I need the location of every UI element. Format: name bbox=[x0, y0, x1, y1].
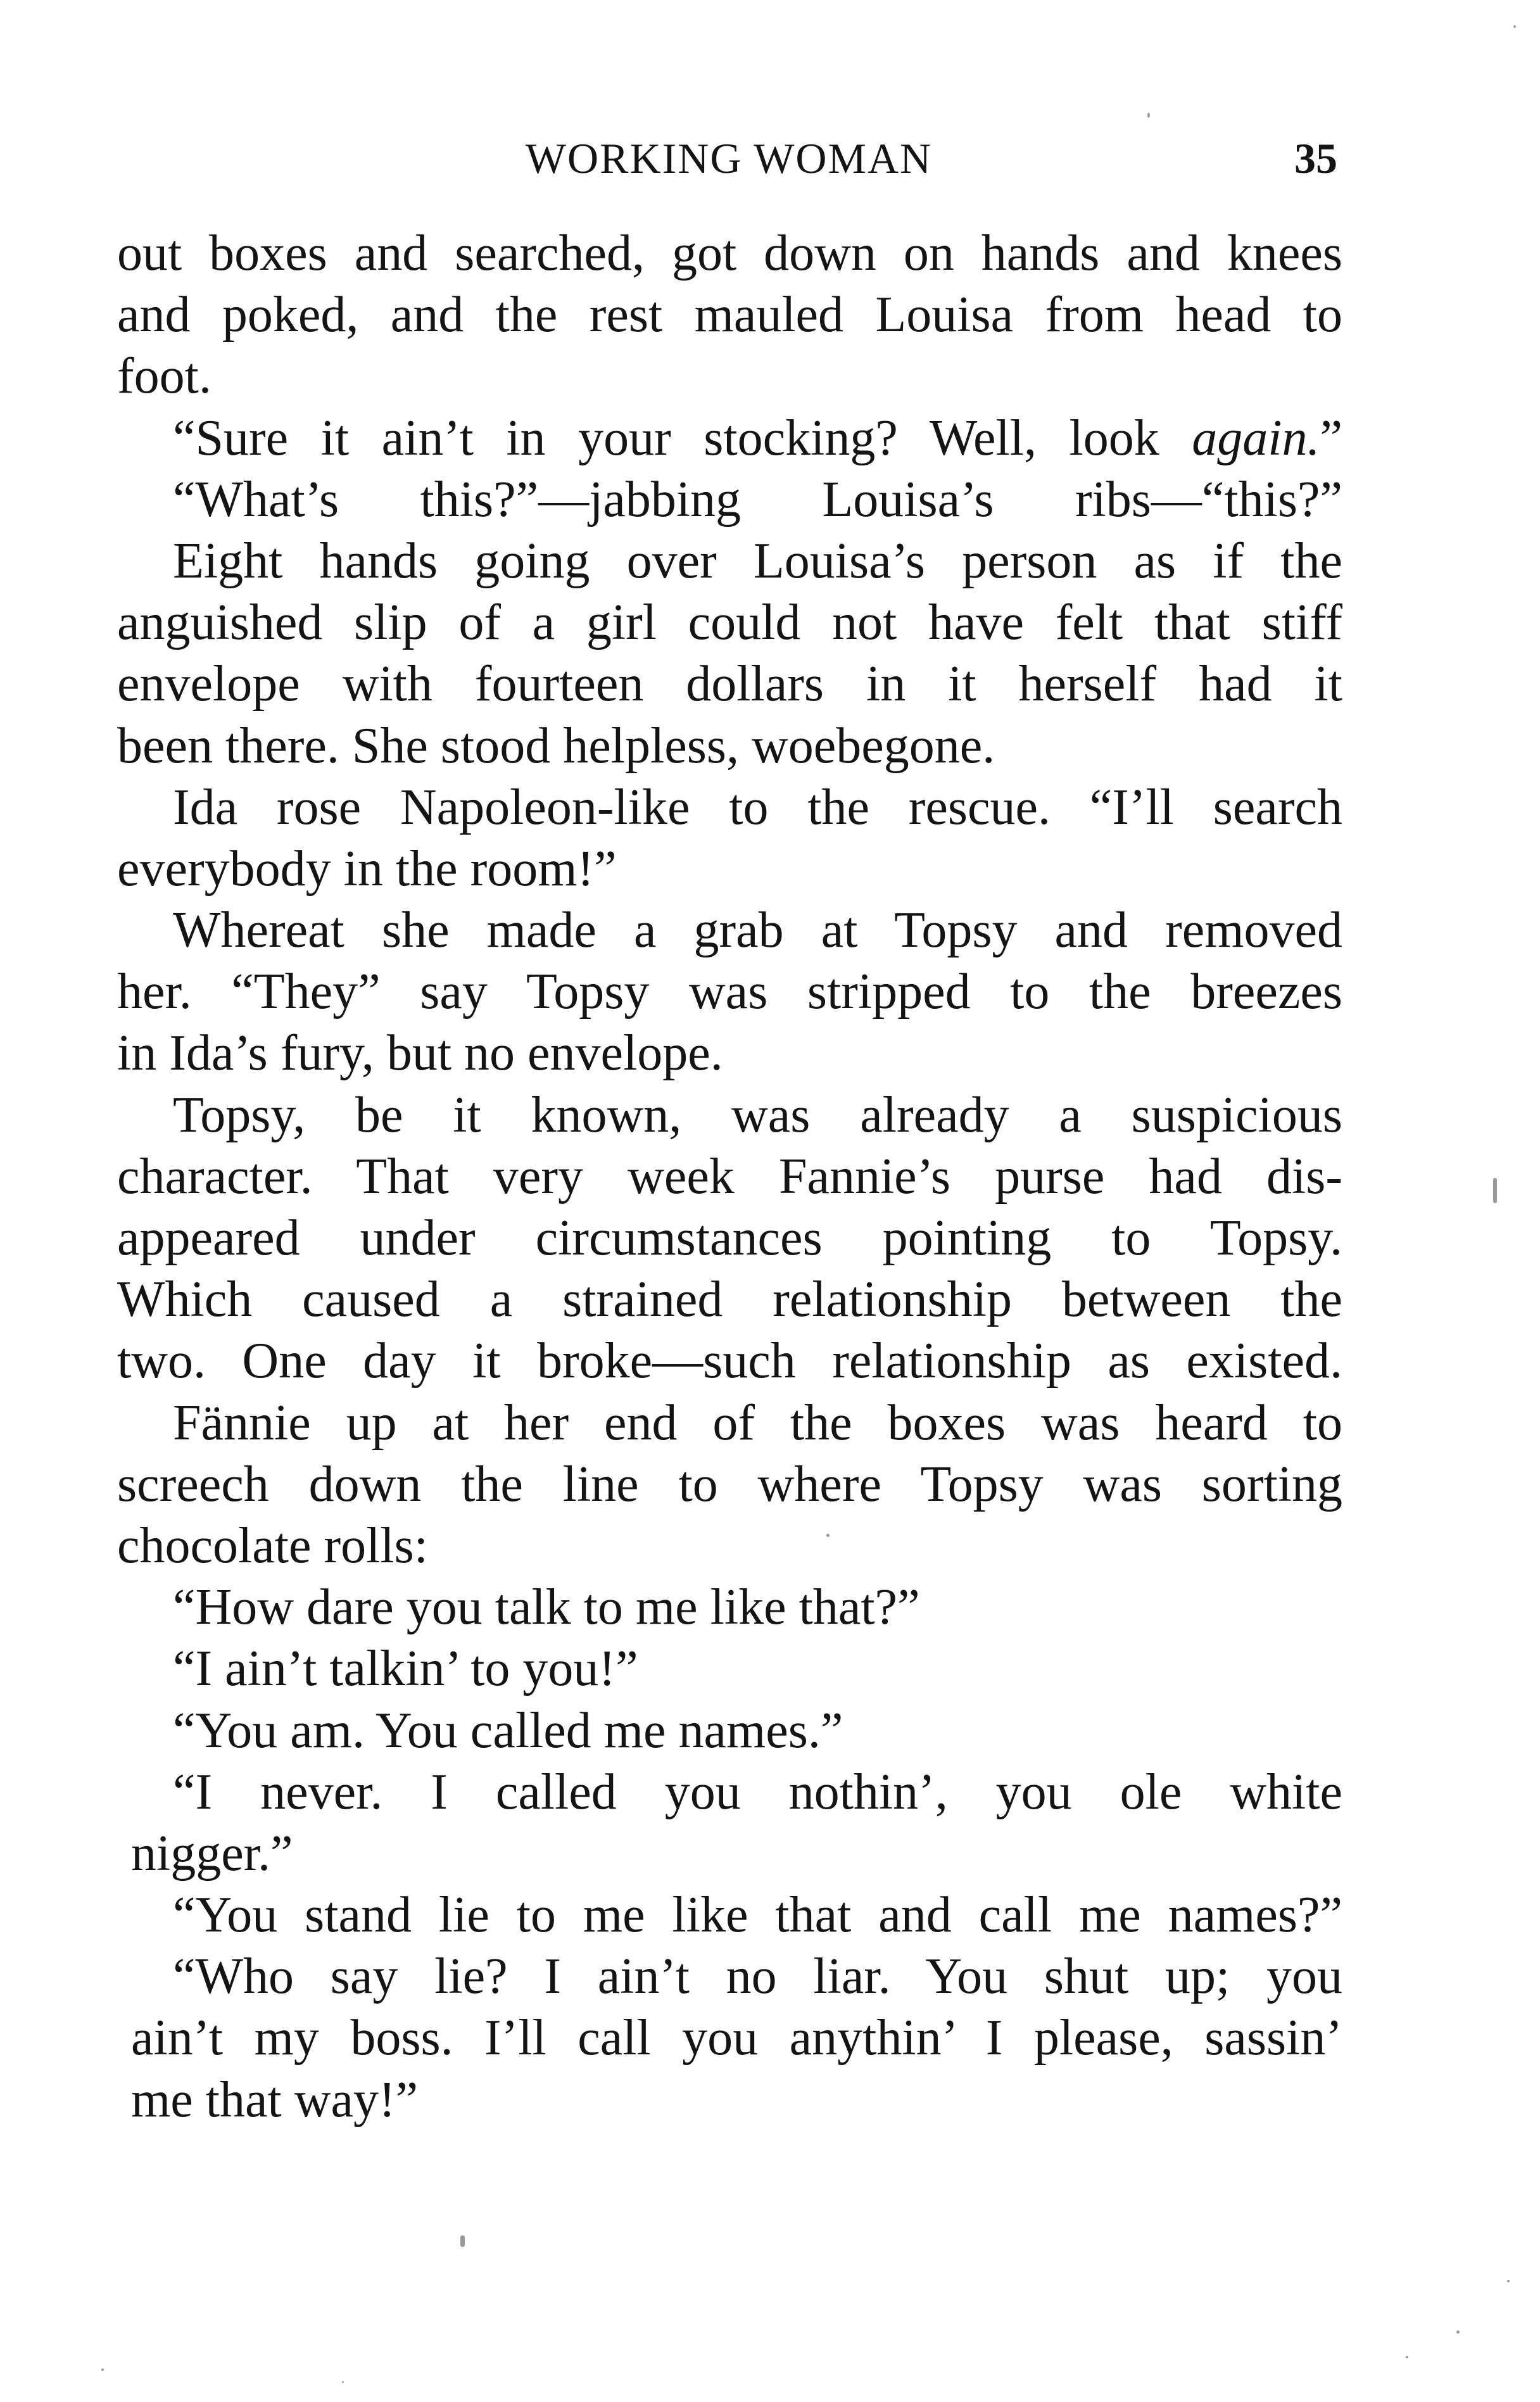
body-text bbox=[117, 223, 1342, 2131]
page-number: 35 bbox=[1294, 134, 1337, 182]
text-line: “I never. I called you nothin’, you ole white bbox=[173, 1764, 1342, 1820]
text-line: everybody in the room!” bbox=[117, 840, 617, 897]
text-line: two. One day it broke—such relationship as existed. bbox=[117, 1333, 1342, 1389]
print-speck bbox=[1147, 113, 1150, 118]
text-line: screech down the line to where Topsy was sorting bbox=[117, 1456, 1342, 1512]
text-line: Whereat she made a grab at Topsy and removed bbox=[173, 902, 1342, 959]
text-line: me that way!” bbox=[131, 2071, 419, 2128]
print-speck bbox=[1507, 2280, 1510, 2282]
text-line: anguished slip of a girl could not have felt that stiff bbox=[117, 595, 1342, 651]
text-line: “You stand lie to me like that and call me names?” bbox=[173, 1887, 1342, 1944]
text-line: and poked, and the rest mauled Louisa from head to bbox=[117, 287, 1342, 343]
print-speck bbox=[1456, 2330, 1460, 2334]
text-line: “What’s this?”—jabbing Louisa’s ribs—“this?” bbox=[173, 471, 1342, 528]
print-speck bbox=[460, 2235, 465, 2247]
text-line: out boxes and searched, got down on hands and knees bbox=[117, 225, 1342, 281]
running-title: WORKING WOMAN bbox=[525, 134, 933, 182]
text-line: “Who say lie? I ain’t no liar. You shut up; you bbox=[173, 1949, 1342, 2005]
text-line: envelope with fourteen dollars in it herself had it bbox=[117, 656, 1342, 712]
text-line: in Ida’s fury, but no envelope. bbox=[117, 1025, 723, 1082]
text-line: “I ain’t talkin’ to you!” bbox=[173, 1641, 638, 1697]
text-line: Topsy, be it known, was already a suspicious bbox=[173, 1087, 1342, 1143]
text-line: ain’t my boss. I’ll call you anythin’ I please, sassin’ bbox=[131, 2010, 1342, 2066]
print-speck bbox=[1493, 1178, 1497, 1203]
print-speck bbox=[1406, 2356, 1408, 2358]
text-line: character. That very week Fannie’s purse had dis- bbox=[117, 1148, 1342, 1204]
text-line: appeared under circumstances pointing to Topsy. bbox=[117, 1210, 1342, 1266]
text-line: “You am. You called me names.” bbox=[173, 1702, 843, 1759]
text-line: Eight hands going over Louisa’s person as if the bbox=[173, 533, 1342, 589]
text-line: Which caused a strained relationship between the bbox=[117, 1272, 1342, 1328]
running-head bbox=[120, 123, 1337, 193]
text-segment: “Sure it ain’t in your stocking? Well, look bbox=[173, 410, 1192, 466]
text-line: Fännie up at her end of the boxes was heard to bbox=[173, 1394, 1342, 1451]
text-line: Ida rose Napoleon-like to the rescue. “I’ll search bbox=[173, 779, 1342, 835]
text-line: “How dare you talk to me like that?” bbox=[173, 1579, 920, 1636]
text-line: chocolate rolls: bbox=[117, 1517, 428, 1574]
print-speck bbox=[101, 2368, 104, 2371]
print-speck bbox=[342, 2381, 344, 2383]
text-segment: ” bbox=[1320, 410, 1342, 466]
text-line: foot. bbox=[117, 348, 211, 405]
print-speck bbox=[1513, 25, 1516, 28]
text-line: been there. She stood helpless, woebegone. bbox=[117, 717, 995, 774]
print-speck bbox=[826, 1534, 830, 1537]
text-line: her. “They” say Topsy was stripped to the breezes bbox=[117, 964, 1342, 1020]
text-line bbox=[117, 408, 1342, 469]
italic-word: again. bbox=[1192, 410, 1320, 466]
text-line: nigger.” bbox=[131, 1825, 293, 1881]
